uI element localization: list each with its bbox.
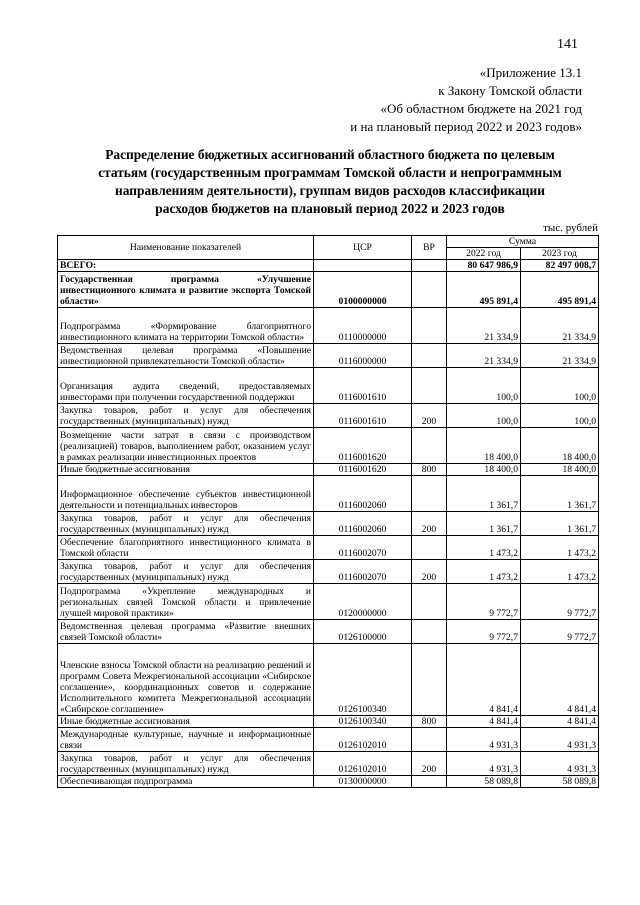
row-csr: 0126100340 [314, 644, 412, 716]
row-vr: 800 [412, 716, 447, 728]
title-line: расходов бюджетов на плановый период 2022 и 2023 годов [155, 201, 505, 216]
table-row [58, 776, 599, 788]
row-vr [412, 476, 447, 512]
row-name: Государственная программа «Улучшение инвестиционного климата и развитие экспорта Томской области» [58, 272, 314, 308]
row-csr: 0110000000 [314, 308, 412, 344]
row-amount-2022: 1 473,2 [447, 536, 521, 560]
row-csr: 0100000000 [314, 272, 412, 308]
row-amount-2023: 9 772,7 [521, 584, 599, 620]
table-row [58, 404, 599, 428]
header-name: Наименование показателей [58, 236, 314, 260]
row-vr: 800 [412, 464, 447, 476]
row-name: Подпрограмма «Формирование благоприятного инвестиционного климата на территории Томской области» [58, 308, 314, 344]
row-vr [412, 428, 447, 464]
row-vr [412, 272, 447, 308]
row-csr: 0116001620 [314, 428, 412, 464]
row-vr: 200 [412, 512, 447, 536]
table-row [58, 344, 599, 368]
row-csr: 0120000000 [314, 584, 412, 620]
table-row [58, 644, 599, 716]
total-2023: 82 497 008,7 [521, 260, 599, 272]
row-amount-2023: 100,0 [521, 404, 599, 428]
budget-table [57, 235, 599, 788]
row-vr [412, 344, 447, 368]
row-name: Организация аудита сведений, предоставляемых инвесторами при получении государственной поддержки [58, 368, 314, 404]
row-amount-2022: 100,0 [447, 368, 521, 404]
row-name: Закупка товаров, работ и услуг для обеспечения государственных (муниципальных) нужд [58, 512, 314, 536]
row-amount-2023: 100,0 [521, 368, 599, 404]
document-title [60, 146, 600, 218]
table-row [58, 476, 599, 512]
row-amount-2023: 9 772,7 [521, 620, 599, 644]
row-amount-2023: 4 931,3 [521, 752, 599, 776]
row-vr [412, 584, 447, 620]
appendix-reference [350, 64, 582, 136]
row-amount-2022: 4 841,4 [447, 644, 521, 716]
total-csr [314, 260, 412, 272]
row-amount-2022: 4 931,3 [447, 752, 521, 776]
row-name: Членские взносы Томской области на реализацию решений и программ Совета Межрегиональной ассоциации «Сибирское соглашение», координационных советов и содержание Исполнительного комитета Межрегиональной ассоциации «Сибирское соглашение» [58, 644, 314, 716]
row-amount-2022: 18 400,0 [447, 464, 521, 476]
row-name: Ведомственная целевая программа «Повышение инвестиционной привлекательности Томской области» [58, 344, 314, 368]
title-line: Распределение бюджетных ассигнований областного бюджета по целевым [105, 147, 555, 162]
header-vr: ВР [412, 236, 447, 260]
row-amount-2022: 4 841,4 [447, 716, 521, 728]
total-row [58, 260, 599, 272]
row-vr: 200 [412, 752, 447, 776]
header-year-2023: 2023 год [521, 248, 599, 260]
row-amount-2022: 21 334,9 [447, 344, 521, 368]
row-name: Закупка товаров, работ и услуг для обеспечения государственных (муниципальных) нужд [58, 560, 314, 584]
table-row [58, 584, 599, 620]
row-name: Обеспечение благоприятного инвестиционного климата в Томской области [58, 536, 314, 560]
row-csr: 0126102010 [314, 728, 412, 752]
row-amount-2023: 18 400,0 [521, 428, 599, 464]
total-label: ВСЕГО: [58, 260, 314, 272]
row-csr: 0116002070 [314, 536, 412, 560]
row-vr [412, 644, 447, 716]
total-2022: 80 647 986,9 [447, 260, 521, 272]
row-amount-2023: 1 473,2 [521, 536, 599, 560]
row-amount-2023: 1 361,7 [521, 476, 599, 512]
appendix-line: «Об областном бюджете на 2021 год [380, 101, 582, 116]
total-vr [412, 260, 447, 272]
row-amount-2023: 1 473,2 [521, 560, 599, 584]
row-amount-2023: 18 400,0 [521, 464, 599, 476]
row-name: Закупка товаров, работ и услуг для обеспечения государственных (муниципальных) нужд [58, 404, 314, 428]
table-row [58, 428, 599, 464]
appendix-line: «Приложение 13.1 [479, 65, 582, 80]
row-name: Возмещение части затрат в связи с производством (реализацией) товаров, выполнением работ, оказанием услуг в рамках реализации инвестиционных проектов [58, 428, 314, 464]
row-amount-2023: 21 334,9 [521, 308, 599, 344]
row-csr: 0126102010 [314, 752, 412, 776]
page-number: 141 [557, 37, 578, 52]
row-csr: 0116001610 [314, 404, 412, 428]
row-name: Ведомственная целевая программа «Развитие внешних связей Томской области» [58, 620, 314, 644]
row-name: Информационное обеспечение субъектов инвестиционной деятельности и потенциальных инвесторов [58, 476, 314, 512]
table-row [58, 536, 599, 560]
table-row [58, 512, 599, 536]
row-amount-2022: 9 772,7 [447, 620, 521, 644]
row-csr: 0116002060 [314, 476, 412, 512]
row-amount-2022: 4 931,3 [447, 728, 521, 752]
row-vr [412, 728, 447, 752]
row-name: Закупка товаров, работ и услуг для обеспечения государственных (муниципальных) нужд [58, 752, 314, 776]
row-amount-2023: 4 841,4 [521, 716, 599, 728]
table-row [58, 728, 599, 752]
row-amount-2022: 1 473,2 [447, 560, 521, 584]
row-vr [412, 776, 447, 788]
header-csr: ЦСР [314, 236, 412, 260]
row-amount-2023: 495 891,4 [521, 272, 599, 308]
row-name: Иные бюджетные ассигнования [58, 464, 314, 476]
row-csr: 0126100340 [314, 716, 412, 728]
row-amount-2022: 1 361,7 [447, 512, 521, 536]
row-vr: 200 [412, 404, 447, 428]
table-header [58, 236, 599, 260]
row-amount-2022: 18 400,0 [447, 428, 521, 464]
row-csr: 0130000000 [314, 776, 412, 788]
row-vr [412, 536, 447, 560]
units-label: тыс. рублей [543, 222, 598, 234]
row-csr: 0126100000 [314, 620, 412, 644]
row-vr [412, 368, 447, 404]
row-amount-2022: 1 361,7 [447, 476, 521, 512]
header-year-2022: 2022 год [447, 248, 521, 260]
row-vr [412, 308, 447, 344]
table-row [58, 308, 599, 344]
table-row [58, 716, 599, 728]
row-amount-2023: 4 931,3 [521, 728, 599, 752]
row-amount-2022: 58 089,8 [447, 776, 521, 788]
row-csr: 0116002070 [314, 560, 412, 584]
table-row [58, 752, 599, 776]
row-amount-2022: 9 772,7 [447, 584, 521, 620]
title-line: статьям (государственным программам Томской области и непрограммным [98, 165, 562, 180]
row-csr: 0116001620 [314, 464, 412, 476]
row-name: Обеспечивающая подпрограмма [58, 776, 314, 788]
row-vr: 200 [412, 560, 447, 584]
row-csr: 0116000000 [314, 344, 412, 368]
row-amount-2023: 4 841,4 [521, 644, 599, 716]
table-body [58, 260, 599, 788]
table-row [58, 272, 599, 308]
header-sum: Сумма [447, 236, 599, 248]
table-row [58, 464, 599, 476]
appendix-line: и на плановый период 2022 и 2023 годов» [350, 119, 582, 134]
row-csr: 0116002060 [314, 512, 412, 536]
row-amount-2022: 100,0 [447, 404, 521, 428]
row-name: Иные бюджетные ассигнования [58, 716, 314, 728]
table-row [58, 560, 599, 584]
table-row [58, 368, 599, 404]
row-amount-2022: 495 891,4 [447, 272, 521, 308]
row-csr: 0116001610 [314, 368, 412, 404]
appendix-line: к Закону Томской области [438, 83, 582, 98]
title-line: направлениям деятельности), группам видов расходов классификации [115, 183, 545, 198]
row-name: Подпрограмма «Укрепление международных и региональных связей Томской области и привлечение лучшей мировой практики» [58, 584, 314, 620]
row-vr [412, 620, 447, 644]
row-amount-2023: 1 361,7 [521, 512, 599, 536]
row-name: Международные культурные, научные и информационные связи [58, 728, 314, 752]
table-row [58, 620, 599, 644]
row-amount-2023: 21 334,9 [521, 344, 599, 368]
row-amount-2022: 21 334,9 [447, 308, 521, 344]
row-amount-2023: 58 089,8 [521, 776, 599, 788]
